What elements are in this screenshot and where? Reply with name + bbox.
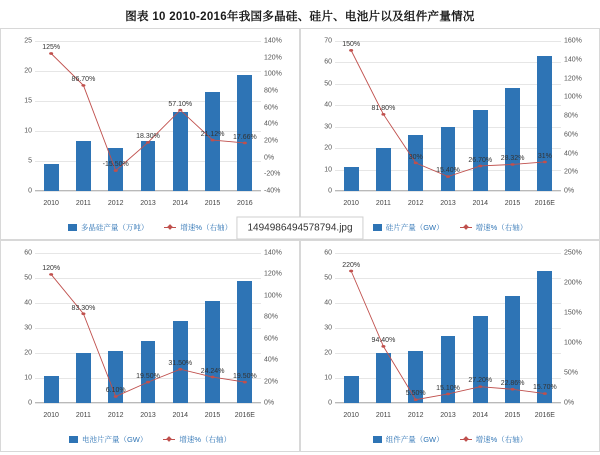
data-label: 18.30% (136, 133, 160, 141)
legend-item-bar[interactable] (373, 222, 444, 233)
legend-item-growth[interactable] (163, 434, 231, 445)
y-axis-right-tick: 20% (564, 168, 579, 176)
data-label: 125% (42, 44, 61, 52)
plot-area (324, 249, 582, 407)
y-axis-left-tick: 0 (328, 399, 332, 407)
data-label: 94.40% (371, 337, 396, 345)
y-axis-right-tick: 0% (564, 399, 575, 407)
y-axis-right-tick: 100% (264, 70, 282, 78)
y-axis-left-tick: 20 (324, 144, 332, 152)
y-axis-right-tick: 20% (264, 378, 279, 386)
y-axis-right-tick: 60% (264, 335, 279, 343)
y-axis-right-tick: 120% (564, 75, 582, 82)
chart-panel-cell (0, 240, 300, 452)
y-axis-right-tick: 60% (264, 104, 279, 112)
legend-bar-swatch (373, 224, 382, 231)
x-axis-label: 2010 (43, 200, 59, 207)
data-label: 31.50% (168, 360, 193, 367)
y-axis-left-tick: 60 (24, 249, 32, 257)
y-axis-left-tick: 10 (324, 374, 332, 382)
x-axis-label: 2015 (204, 412, 221, 419)
data-label: 220% (342, 261, 361, 269)
x-axis-label: 2014 (472, 200, 489, 207)
legend-line-swatch (460, 227, 472, 228)
chart-panel-polysilicon (0, 28, 300, 240)
data-label: 5.50% (405, 390, 426, 398)
data-label: 120% (42, 265, 61, 273)
data-label: 28.32% (500, 155, 525, 163)
legend-line-swatch (163, 439, 175, 440)
x-axis-label: 2013 (440, 412, 456, 419)
y-axis-right-tick: 0% (564, 187, 575, 195)
y-axis-right-tick: 40% (264, 120, 279, 128)
y-axis-right-tick: 100% (564, 339, 582, 347)
y-axis-right-tick: 200% (564, 279, 582, 287)
x-axis-label: 2014 (472, 412, 489, 419)
data-label: 86.70% (71, 76, 96, 84)
y-axis-right-tick: 100% (564, 93, 582, 101)
x-axis-label: 2012 (407, 200, 424, 207)
plot-area (324, 37, 582, 195)
x-axis-label: 2013 (440, 200, 456, 207)
legend-label: 增速%（右轴） (475, 435, 528, 444)
data-label: 30% (408, 153, 423, 161)
growth-line-series (335, 253, 561, 403)
data-label: 17.66% (232, 133, 257, 141)
data-label: 150% (342, 41, 361, 49)
y-axis-left-tick: 40 (324, 101, 332, 109)
x-axis-label: 2016 (237, 200, 253, 207)
y-axis-right-tick: 40% (564, 150, 579, 157)
data-label: 31% (537, 152, 552, 160)
y-axis-right-tick: -40% (264, 187, 281, 195)
growth-line-series (35, 41, 261, 191)
y-axis-right-tick: 100% (264, 292, 282, 300)
y-axis-right-tick: 140% (264, 37, 282, 45)
data-label: 57.10% (168, 100, 193, 108)
y-axis-left-tick: 10 (24, 127, 32, 135)
x-axis-label: 2011 (75, 412, 91, 419)
data-label: 19.50% (136, 372, 160, 380)
data-label: 21.12% (200, 130, 225, 138)
watermark-label: 1494986494578794.jpg (236, 216, 363, 239)
legend-item-growth[interactable] (460, 434, 528, 445)
y-axis-left-tick: 20 (324, 349, 332, 357)
y-axis-left-tick: 10 (24, 374, 32, 382)
data-label: 81.80% (371, 105, 396, 113)
x-axis-label: 2015 (504, 200, 521, 207)
y-axis-left-tick: 40 (324, 299, 332, 307)
y-axis-right-tick: 40% (264, 356, 279, 364)
y-axis-right-tick: 140% (564, 56, 582, 64)
legend-label: 多晶硅产量（万吨） (80, 223, 149, 232)
y-axis-right-tick: -20% (264, 170, 281, 178)
x-axis-label: 2012 (107, 412, 124, 419)
legend-bar-swatch (373, 436, 382, 443)
x-axis-label: 2015 (204, 200, 221, 207)
y-axis-left-tick: 40 (24, 299, 32, 307)
legend-label: 电池片产量（GW） (81, 435, 148, 444)
page-title: 图表 10 2010-2016年我国多晶硅、硅片、电池片以及组件产量情况 (125, 11, 475, 23)
y-axis-right-tick: 20% (264, 137, 279, 145)
y-axis-right-tick: 80% (564, 112, 579, 120)
y-axis-left-tick: 60 (324, 58, 332, 66)
y-axis-left-tick: 15 (24, 97, 32, 105)
x-axis-labels (35, 412, 261, 419)
y-axis-left-tick: 20 (24, 349, 32, 357)
y-axis-left-tick: 60 (324, 249, 332, 257)
plot-area (24, 249, 282, 407)
y-axis-right-tick: 250% (564, 249, 582, 257)
x-axis-labels (335, 412, 561, 419)
legend-line-swatch (460, 439, 472, 440)
gridline (335, 191, 561, 192)
x-axis-label: 2012 (407, 412, 424, 419)
data-label: 19.50% (232, 372, 257, 380)
x-axis-label: 2012 (107, 200, 124, 207)
x-axis-label: 2011 (375, 200, 391, 207)
legend-label: 增速%（右轴） (180, 223, 233, 232)
x-axis-labels (335, 200, 561, 207)
data-label: 15.40% (436, 167, 460, 175)
x-axis-label: 2016E (234, 412, 255, 419)
y-axis-left-tick: 50 (324, 80, 332, 88)
y-axis-left-tick: 5 (28, 157, 32, 165)
data-label: 27.20% (468, 377, 493, 385)
x-axis-label: 2015 (504, 412, 521, 419)
y-axis-right-tick: 60% (564, 131, 579, 139)
y-axis-right-tick: 0% (264, 399, 275, 407)
x-axis-label: 2013 (140, 412, 156, 419)
legend-bar-swatch (68, 224, 77, 231)
gridline (335, 403, 561, 404)
chart-panel-wafer (300, 28, 600, 240)
data-label: 6.10% (105, 387, 126, 395)
y-axis-right-tick: 120% (264, 54, 282, 62)
y-axis-left-tick: 20 (24, 67, 32, 75)
legend-bar-swatch (69, 436, 78, 443)
chart-legend (301, 434, 599, 445)
legend-item-growth[interactable] (460, 222, 528, 233)
x-axis-label: 2013 (140, 200, 156, 207)
y-axis-right-tick: 120% (264, 270, 282, 278)
legend-item-bar[interactable] (69, 434, 147, 445)
data-label: 83.30% (71, 304, 96, 312)
y-axis-right-tick: 80% (264, 87, 279, 95)
data-label: -15.50% (102, 161, 129, 169)
x-axis-label: 2014 (172, 200, 189, 207)
y-axis-left-tick: 30 (324, 324, 332, 332)
legend-item-growth[interactable] (164, 222, 232, 233)
legend-label: 增速%（右轴） (475, 223, 528, 232)
legend-label: 组件产量（GW） (385, 435, 444, 444)
y-axis-left-tick: 10 (324, 166, 332, 174)
y-axis-left-tick: 70 (324, 37, 332, 45)
legend-item-bar[interactable] (68, 222, 149, 233)
x-axis-label: 2011 (75, 200, 91, 207)
x-axis-label: 2016E (534, 200, 555, 207)
data-label: 24.24% (200, 367, 225, 375)
y-axis-left-tick: 0 (28, 187, 32, 195)
legend-item-bar[interactable] (373, 434, 444, 445)
x-axis-label: 2010 (43, 412, 59, 419)
gridline (35, 403, 261, 404)
x-axis-labels (35, 200, 261, 207)
x-axis-label: 2011 (375, 412, 391, 419)
y-axis-left-tick: 25 (24, 37, 32, 45)
y-axis-right-tick: 80% (264, 313, 279, 321)
data-label: 22.86% (500, 380, 525, 388)
y-axis-left-tick: 30 (24, 324, 32, 332)
data-label: 15.10% (436, 384, 460, 392)
x-axis-label: 2014 (172, 412, 189, 419)
x-axis-label: 2010 (343, 412, 359, 419)
y-axis-left-tick: 30 (324, 123, 332, 131)
chart-grid (0, 28, 600, 452)
y-axis-right-tick: 0% (264, 154, 275, 162)
y-axis-right-tick: 160% (564, 37, 582, 45)
chart-panel-module (300, 240, 600, 452)
y-axis-left-tick: 50 (24, 274, 32, 282)
legend-label: 硅片产量（GW） (385, 223, 444, 232)
data-label: 26.70% (468, 156, 493, 164)
y-axis-right-tick: 50% (564, 369, 579, 377)
data-label: 15.70% (532, 384, 557, 392)
y-axis-left-tick: 0 (28, 399, 32, 407)
gridline (35, 191, 261, 192)
chart-legend (1, 434, 299, 445)
y-axis-left-tick: 50 (324, 274, 332, 282)
plot-area (24, 37, 282, 195)
y-axis-right-tick: 140% (264, 249, 282, 257)
legend-label: 增速%（右轴） (179, 435, 232, 444)
y-axis-left-tick: 0 (328, 187, 332, 195)
y-axis-right-tick: 150% (564, 309, 582, 317)
growth-line-series (35, 253, 261, 403)
legend-line-swatch (164, 227, 176, 228)
x-axis-label: 2010 (343, 200, 359, 207)
x-axis-label: 2016E (534, 412, 555, 419)
